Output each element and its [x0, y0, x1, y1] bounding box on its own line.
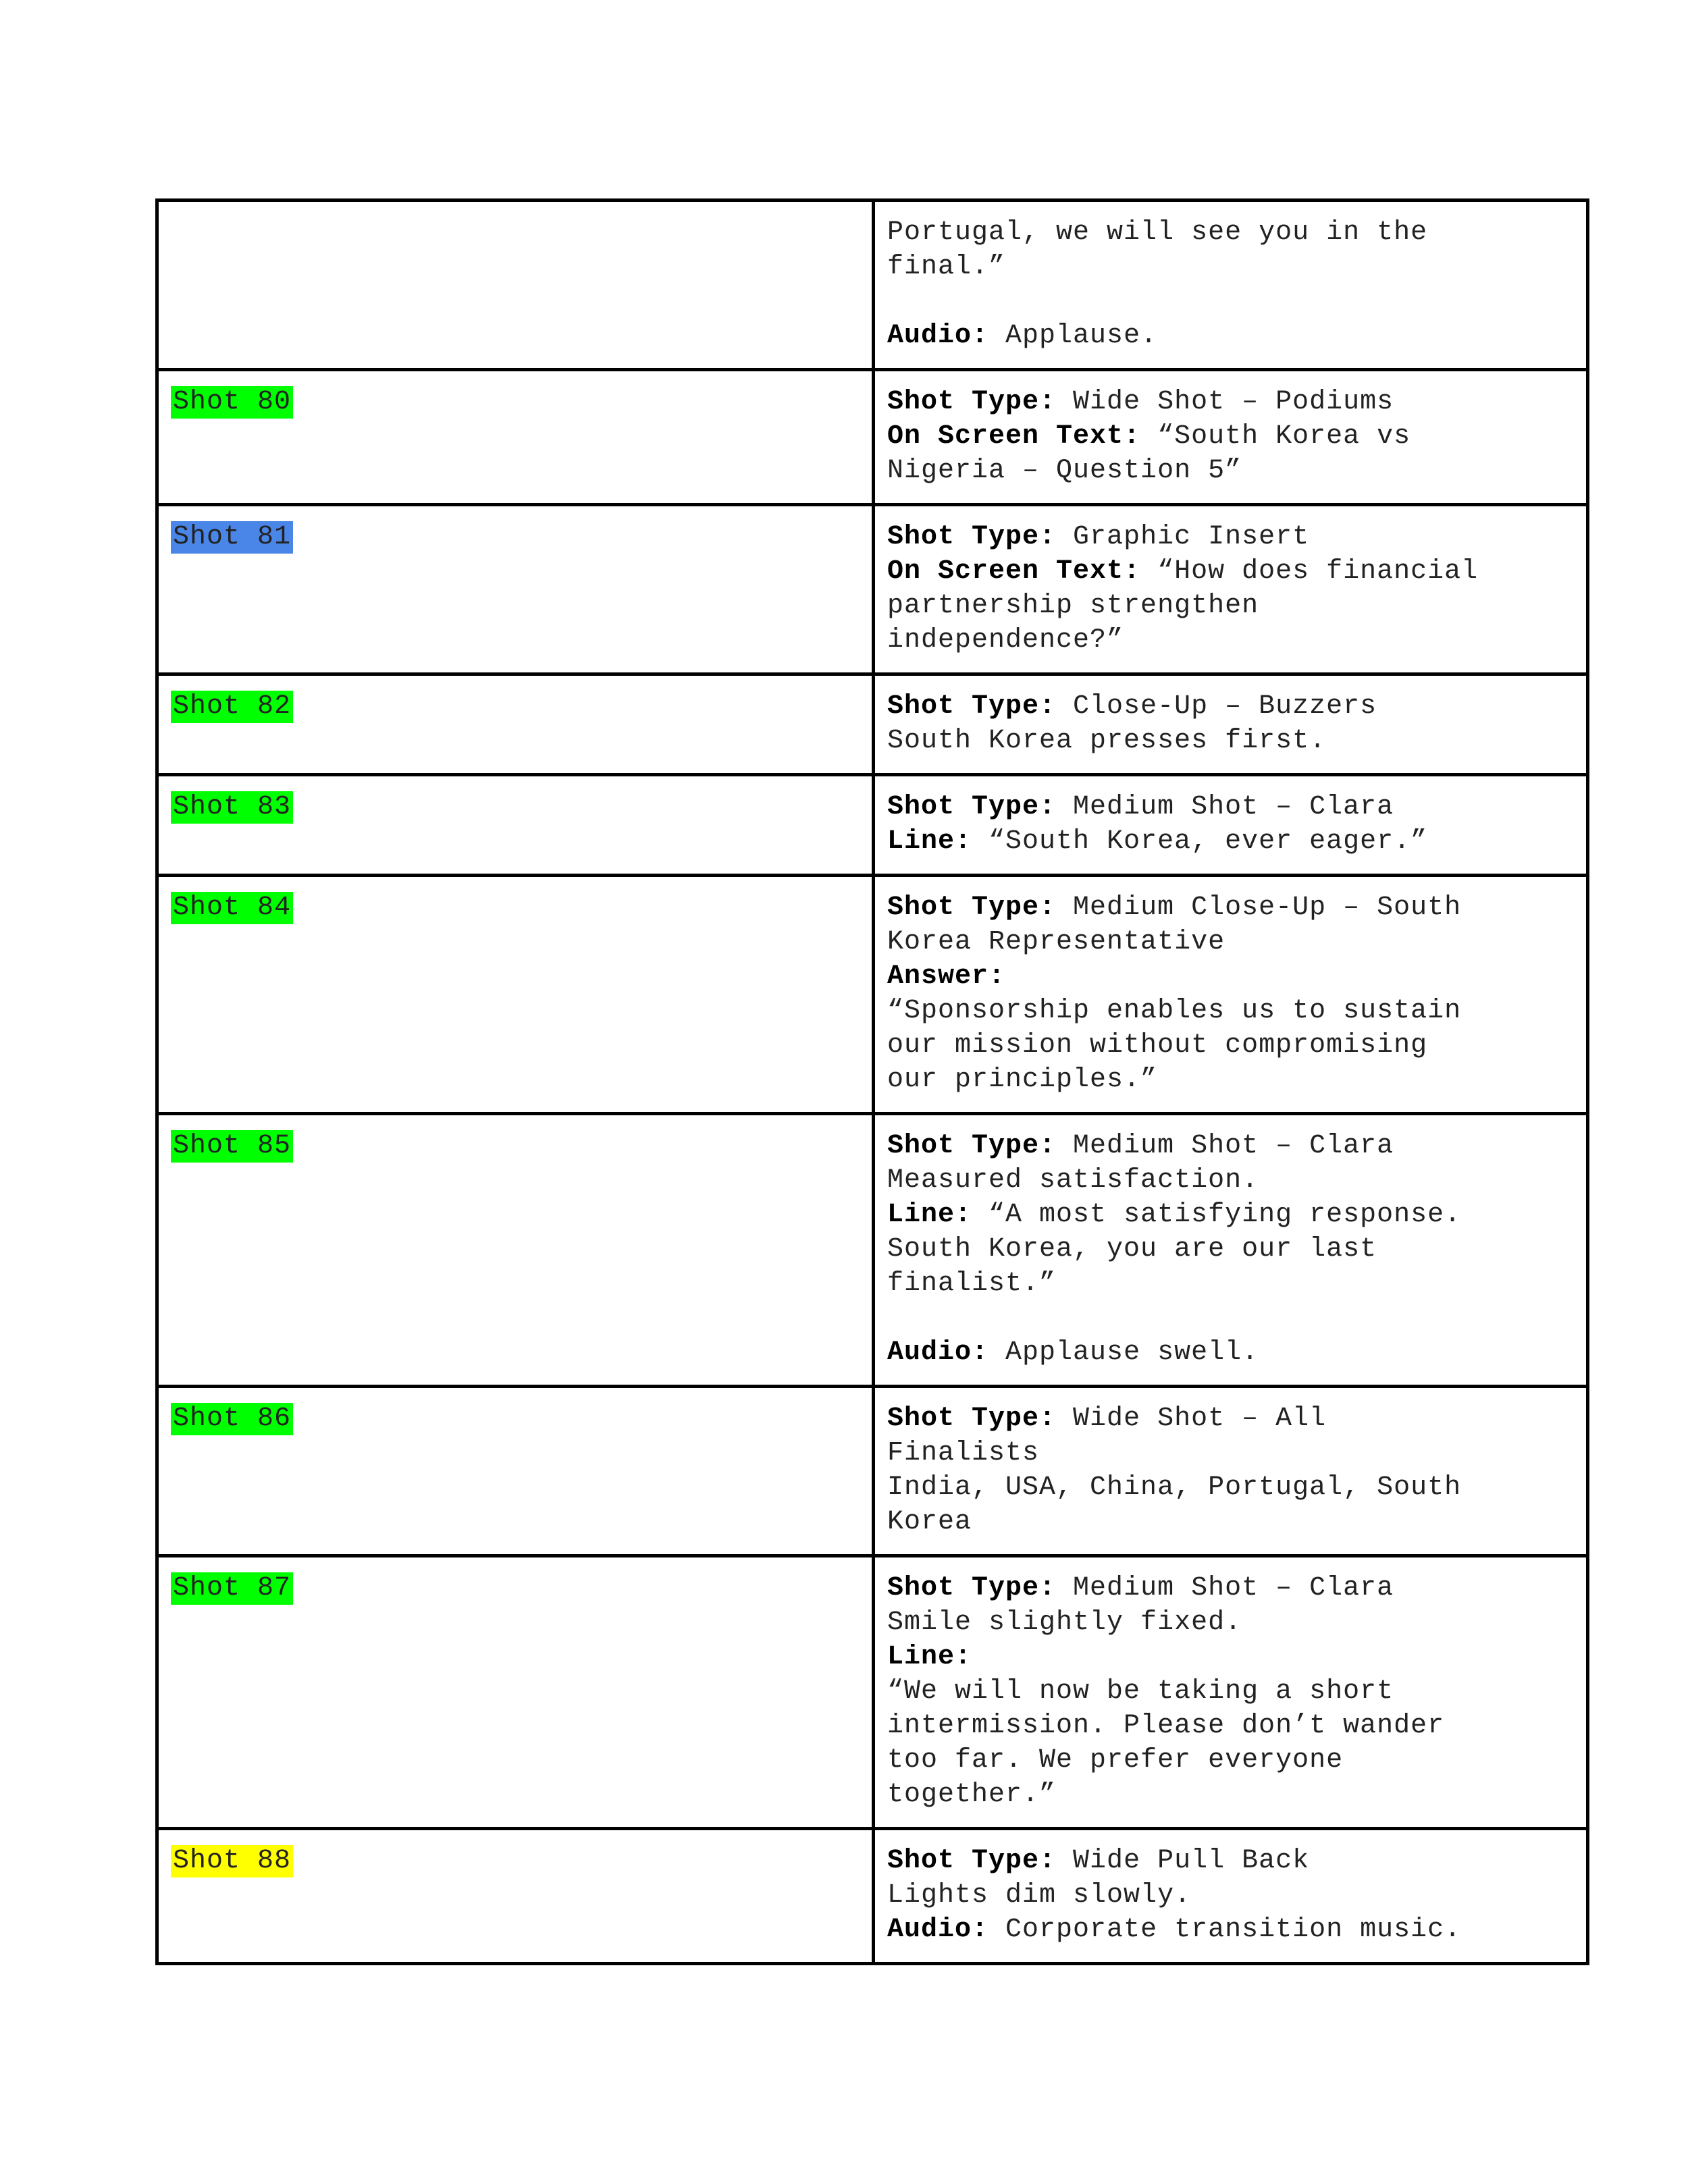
- field-text: Graphic Insert: [1056, 522, 1310, 552]
- shot-number: Shot 86: [171, 1403, 293, 1435]
- field-text: Medium Shot – Clara: [1056, 792, 1394, 822]
- field-text: Wide Pull Back: [1056, 1846, 1310, 1876]
- field-text: Medium Shot – Clara: [1056, 1573, 1394, 1603]
- description-line: [887, 520, 1574, 554]
- field-label: Audio:: [887, 321, 989, 351]
- shot-row: [157, 775, 1588, 876]
- field-text: Close-Up – Buzzers: [1056, 691, 1377, 722]
- description-line: [887, 689, 1574, 724]
- shot-row: [157, 674, 1588, 775]
- field-label: Audio:: [887, 1337, 989, 1368]
- field-label: Shot Type:: [887, 1573, 1057, 1603]
- field-label: Line:: [887, 1642, 972, 1672]
- description-line: [887, 994, 1574, 1028]
- description-line: [887, 385, 1574, 419]
- description-line: [887, 1505, 1574, 1539]
- shot-number: Shot 83: [171, 791, 293, 824]
- shot-number: Shot 88: [171, 1845, 293, 1877]
- description-line: [887, 1163, 1574, 1198]
- shot-number-cell: [157, 370, 874, 505]
- description-line: [887, 1402, 1574, 1436]
- shot-row: [157, 201, 1588, 370]
- shot-description-cell: [874, 505, 1588, 674]
- description-line: [887, 1878, 1574, 1913]
- shot-row: [157, 370, 1588, 505]
- shot-list-table: [155, 198, 1589, 1965]
- field-text: our mission without compromising: [887, 1030, 1428, 1061]
- shot-row: [157, 1114, 1588, 1387]
- description-line: [887, 925, 1574, 959]
- shot-description-cell: [874, 1114, 1588, 1387]
- field-label: Line:: [887, 1200, 972, 1230]
- shot-row: [157, 505, 1588, 674]
- shot-number-cell: [157, 201, 874, 370]
- description-line: [887, 250, 1574, 284]
- field-text: “A most satisfying response.: [972, 1200, 1462, 1230]
- shot-description-cell: [874, 201, 1588, 370]
- field-text: Korea: [887, 1507, 972, 1537]
- field-text: Lights dim slowly.: [887, 1880, 1192, 1911]
- shot-row: [157, 1556, 1588, 1829]
- field-text: South Korea, you are our last: [887, 1234, 1377, 1264]
- shot-number: Shot 82: [171, 691, 293, 723]
- shot-description-cell: [874, 1387, 1588, 1556]
- description-line: [887, 215, 1574, 250]
- shot-number: Shot 85: [171, 1130, 293, 1163]
- description-line: [887, 1436, 1574, 1470]
- shot-description-cell: [874, 876, 1588, 1114]
- description-line: [887, 554, 1574, 589]
- shot-number-cell: [157, 1556, 874, 1829]
- field-label: Shot Type:: [887, 1404, 1057, 1434]
- field-text: “How does financial: [1140, 556, 1479, 587]
- description-line: [887, 1913, 1574, 1947]
- shot-row: [157, 876, 1588, 1114]
- description-line: [887, 1743, 1574, 1778]
- field-label: Answer:: [887, 961, 1006, 992]
- field-text: Applause.: [988, 321, 1158, 351]
- shot-number-cell: [157, 1114, 874, 1387]
- field-label: Shot Type:: [887, 893, 1057, 923]
- field-text: Wide Shot – All: [1056, 1404, 1327, 1434]
- field-text: final.”: [887, 252, 1006, 282]
- shot-number: Shot 84: [171, 892, 293, 924]
- field-text: Korea Representative: [887, 927, 1225, 957]
- description-line: [887, 1267, 1574, 1301]
- field-label: Audio:: [887, 1915, 989, 1945]
- shot-number-cell: [157, 674, 874, 775]
- field-text: “South Korea, ever eager.”: [972, 826, 1428, 857]
- field-label: Line:: [887, 826, 972, 857]
- description-line: [887, 890, 1574, 925]
- field-text: Medium Shot – Clara: [1056, 1131, 1394, 1161]
- description-line: [887, 1198, 1574, 1232]
- field-label: On Screen Text:: [887, 421, 1141, 452]
- field-text: Finalists: [887, 1438, 1040, 1468]
- field-text: Corporate transition music.: [988, 1915, 1462, 1945]
- shot-description-cell: [874, 1556, 1588, 1829]
- description-line: [887, 1571, 1574, 1605]
- field-text: South Korea presses first.: [887, 726, 1327, 756]
- field-label: Shot Type:: [887, 1131, 1057, 1161]
- field-label: Shot Type:: [887, 792, 1057, 822]
- shot-description-cell: [874, 370, 1588, 505]
- field-text: Smile slightly fixed.: [887, 1607, 1242, 1638]
- description-line: [887, 1129, 1574, 1163]
- field-label: Shot Type:: [887, 1846, 1057, 1876]
- description-line: [887, 419, 1574, 454]
- description-line: [887, 1470, 1574, 1505]
- shot-list-body: [157, 201, 1588, 1964]
- field-text: Nigeria – Question 5”: [887, 456, 1242, 486]
- shot-number-cell: [157, 1387, 874, 1556]
- shot-number-cell: [157, 1829, 874, 1964]
- description-line: [887, 1674, 1574, 1709]
- description-line: [887, 1640, 1574, 1674]
- description-line: [887, 589, 1574, 623]
- description-line: [887, 1844, 1574, 1878]
- field-text: Medium Close-Up – South: [1056, 893, 1462, 923]
- field-text: Applause swell.: [988, 1337, 1259, 1368]
- field-text: “We will now be taking a short: [887, 1676, 1394, 1707]
- shot-number-cell: [157, 505, 874, 674]
- description-line: [887, 1709, 1574, 1743]
- shot-row: [157, 1829, 1588, 1964]
- shot-description-cell: [874, 1829, 1588, 1964]
- description-line: [887, 959, 1574, 994]
- description-line: [887, 824, 1574, 859]
- field-text: Wide Shot – Podiums: [1056, 387, 1394, 417]
- field-text: our principles.”: [887, 1065, 1158, 1095]
- description-line: [887, 623, 1574, 658]
- field-label: Shot Type:: [887, 387, 1057, 417]
- description-line: [887, 1232, 1574, 1267]
- field-text: too far. We prefer everyone: [887, 1745, 1344, 1776]
- field-text: Portugal, we will see you in the: [887, 217, 1428, 248]
- field-text: finalist.”: [887, 1269, 1057, 1299]
- shot-number: Shot 81: [171, 521, 293, 554]
- field-text: partnership strengthen: [887, 591, 1259, 621]
- field-text: “South Korea vs: [1140, 421, 1411, 452]
- description-line: [887, 454, 1574, 488]
- shot-number-cell: [157, 775, 874, 876]
- description-line: [887, 1335, 1574, 1370]
- blank-line: [887, 284, 1574, 319]
- field-label: Shot Type:: [887, 522, 1057, 552]
- field-text: independence?”: [887, 625, 1124, 656]
- description-line: [887, 724, 1574, 758]
- description-line: [887, 1778, 1574, 1812]
- shot-number-cell: [157, 876, 874, 1114]
- field-text: intermission. Please don’t wander: [887, 1711, 1445, 1741]
- shot-number: Shot 87: [171, 1572, 293, 1605]
- shot-description-cell: [874, 775, 1588, 876]
- blank-line: [887, 1301, 1574, 1335]
- shot-description-cell: [874, 674, 1588, 775]
- shot-number: Shot 80: [171, 386, 293, 419]
- field-text: “Sponsorship enables us to sustain: [887, 996, 1462, 1026]
- description-line: [887, 1605, 1574, 1640]
- shot-row: [157, 1387, 1588, 1556]
- field-text: Measured satisfaction.: [887, 1165, 1259, 1196]
- description-line: [887, 790, 1574, 824]
- description-line: [887, 319, 1574, 353]
- field-label: Shot Type:: [887, 691, 1057, 722]
- description-line: [887, 1028, 1574, 1063]
- field-text: India, USA, China, Portugal, South: [887, 1472, 1462, 1503]
- description-line: [887, 1063, 1574, 1097]
- field-text: together.”: [887, 1780, 1057, 1810]
- field-label: On Screen Text:: [887, 556, 1141, 587]
